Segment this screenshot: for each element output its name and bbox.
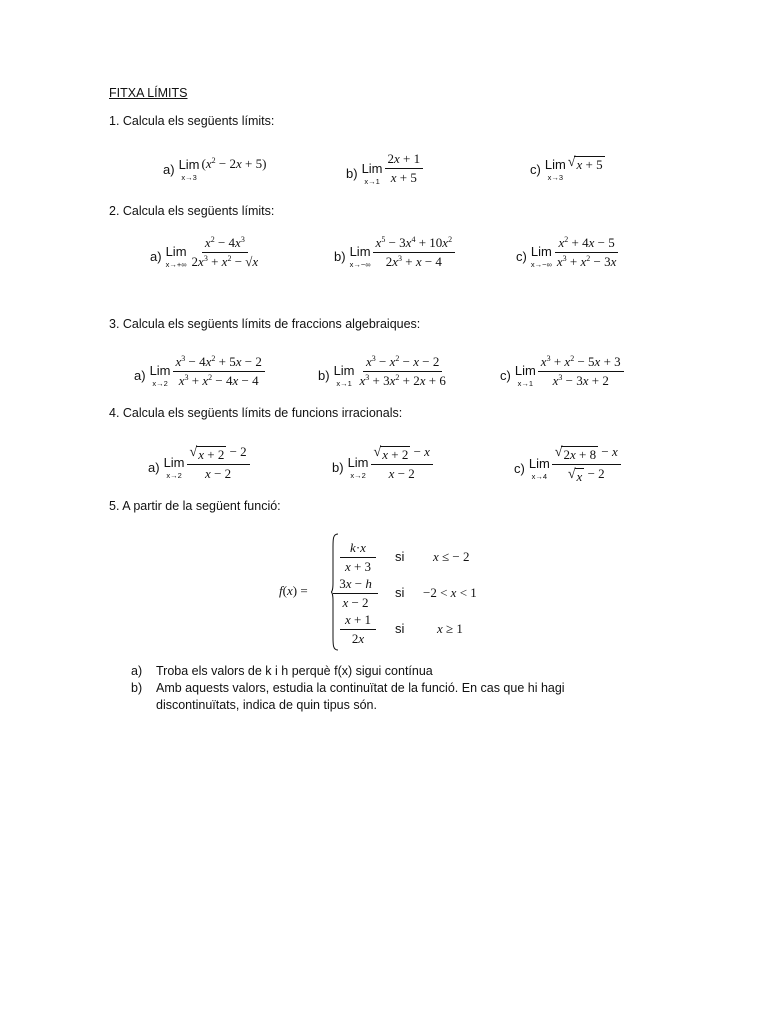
question-2-heading: 2. Calcula els següents límits: bbox=[109, 204, 275, 218]
question-3-heading: 3. Calcula els següents límits de fraccions algebraiques: bbox=[109, 317, 421, 331]
question-4-heading: 4. Calcula els següents límits de funcions irracionals: bbox=[109, 406, 403, 420]
q2-a-expression: a) Lim x→+∞ $\frac{x^2 - 4x^3}{2x^3 + x^2 - √x}$ bbox=[150, 235, 259, 269]
q3-a-expression: a) Lim x→2 $\frac{x^3 - 4x^2 + 5x - 2}{x^3 + x^2 - 4x - 4}$ bbox=[134, 354, 265, 397]
q1-b-expression: b) Lim x→1 $\frac{2x + 1}{x + 5}$ bbox=[346, 151, 423, 196]
q4-b-expression: b) Lim x→2 √ x + 2 − x x − 2 bbox=[332, 444, 433, 490]
question-5-heading: 5. A partir de la següent funció: bbox=[109, 499, 281, 513]
piecewise-case-3: $\frac{x + 1}{2x}$ si x ≥ 1 bbox=[340, 612, 376, 647]
q4-a-expression: a) Lim x→2 √ x + 2 − 2 x − 2 bbox=[148, 444, 250, 490]
q4-c-expression: c) Lim x→4 √ 2x + 8 − x √ x − 2 bbox=[514, 444, 621, 493]
list-item: b) Amb aquests valors, estudia la continuïtat de la funció. En cas que hi hagi discontinuïtats, indica de quin tipus són. bbox=[131, 681, 565, 712]
q2-c-expression: c) Lim x→−∞ $\frac{x^2 + 4x - 5}{x^3 + x^2 - 3x}$ bbox=[516, 235, 617, 269]
page-title: FITXA LÍMITS bbox=[109, 86, 188, 100]
q3-b-expression: b) Lim x→1 $\frac{x^3 - x^2 - x - 2}{x^3 + 3x^2 + 2x + 6}$ bbox=[318, 354, 446, 388]
q1-a-expression: a) Lim x→3 $(x^2 - 2x + 5)$ bbox=[163, 156, 267, 182]
piecewise-case-1: $\frac{k\cdot x}{x + 3}$ si x ≤ − 2 bbox=[340, 540, 376, 575]
piecewise-case-2: $\frac{3x - h}{x - 2}$ si −2 < x < 1 bbox=[333, 576, 378, 611]
q1-c-expression: c) Lim x→3 √ x + 5 bbox=[530, 155, 603, 182]
q2-b-expression: b) Lim x→−∞ $\frac{x^5 - 3x^4 + 10x^2}{2x^3 + x - 4}$ bbox=[334, 235, 455, 278]
list-item: a) Troba els valors de k i h perquè f(x) sigui contínua bbox=[131, 664, 433, 678]
q3-c-expression: c) Lim x→1 $\frac{x^3 + x^2 - 5x + 3}{x^3 - 3x + 2}$ bbox=[500, 354, 624, 397]
piecewise-function-name: f(x) = bbox=[279, 583, 308, 598]
question-1-heading: 1. Calcula els següents límits: bbox=[109, 114, 275, 128]
